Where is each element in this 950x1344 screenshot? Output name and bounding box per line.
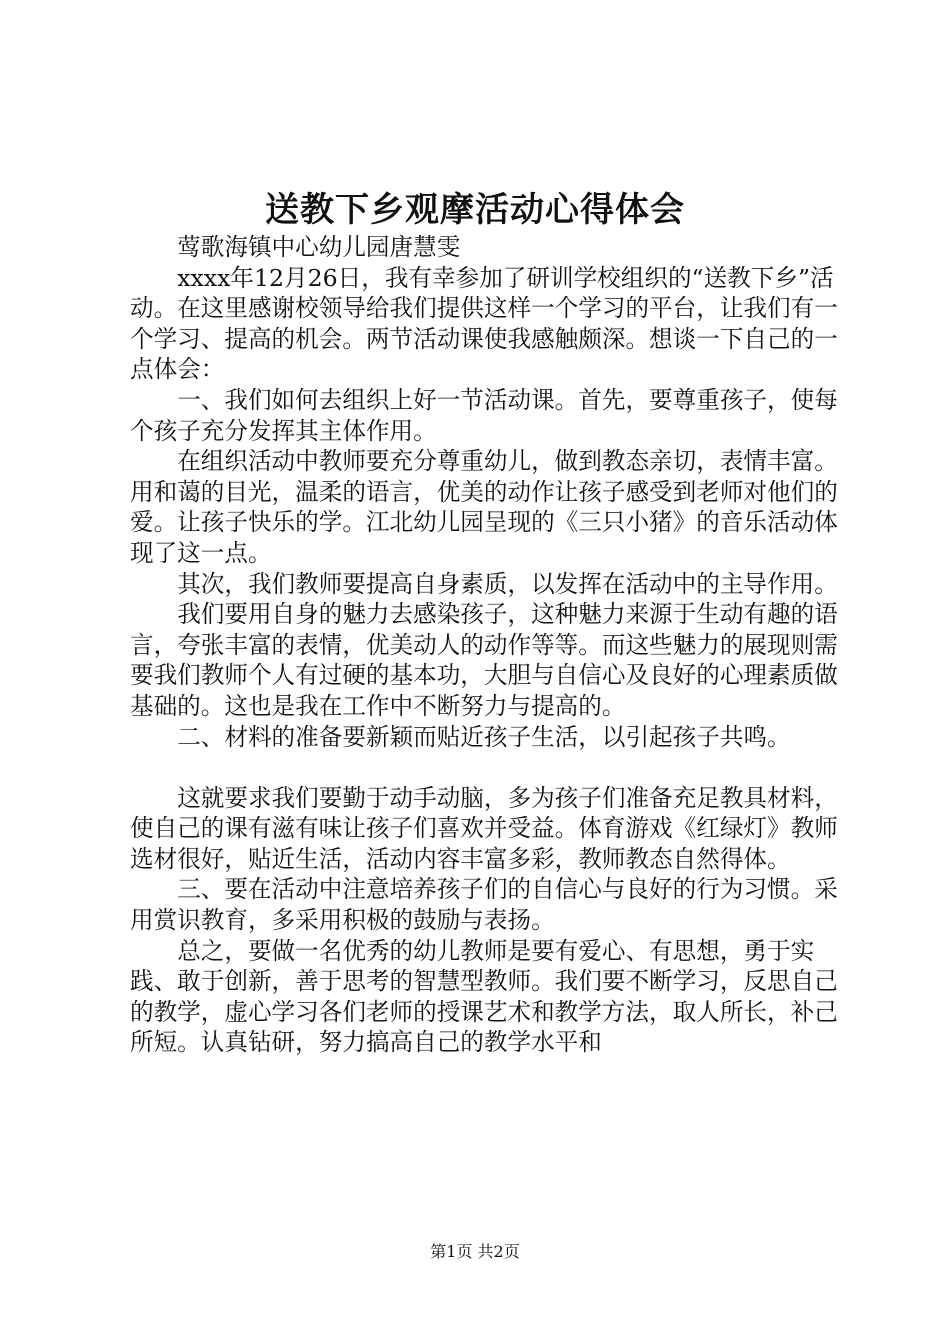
paragraph-intro: xxxx年12月26日，我有幸参加了研训学校组织的“送教下乡”活动。在这里感谢校领导给我们提供这样一个学习的平台，让我们有一个学习、提高的机会。两节活动课使我感触颇深。想谈一下自己的一点体会： [130,263,838,384]
paragraph-materials: 这就要求我们要勤于动手动脑，多为孩子们准备充足教具材料，使自己的课有滋有味让孩子们喜欢并受益。体育游戏《红绿灯》教师选材很好，贴近生活，活动内容丰富多彩，教师教态自然得体。 [130,783,838,873]
paragraph-point-one: 一、我们如何去组织上好一节活动课。首先，要尊重孩子，使每个孩子充分发挥其主体作用。 [130,385,838,445]
paragraph-teacher-quality: 其次，我们教师要提高自身素质，以发挥在活动中的主导作用。 [177,569,838,598]
paragraph-respect-children: 在组织活动中教师要充分尊重幼儿，做到教态亲切，表情丰富。用和蔼的目光，温柔的语言，优美的动作让孩子感受到老师对他们的爱。让孩子快乐的学。江北幼儿园呈现的《三只小猪》的音乐活动体现了这一点。 [130,447,838,567]
author-line: 莺歌海镇中心幼儿园唐慧雯 [177,233,461,261]
page-footer: 第1页 共2页 [430,1242,520,1261]
blank-line [130,752,850,783]
paragraph-point-two: 二、材料的准备要新颖而贴近孩子生活，以引起孩子共鸣。 [177,722,791,751]
paragraph-charm: 我们要用自身的魅力去感染孩子，这种魅力来源于生动有趣的语言，夸张丰富的表情，优美动人的动作等等。而这些魅力的展现则需要我们教师个人有过硬的基本功，大胆与自信心及良好的心理素质做基础的。这也是我在工作中不断努力与提高的。 [130,600,838,720]
document-title: 送教下乡观摩活动心得体会 [265,190,685,230]
document-body [130,232,850,1058]
paragraph-conclusion: 总之，要做一名优秀的幼儿教师是要有爱心、有思想，勇于实践、敢于创新，善于思考的智慧型教师。我们要不断学习，反思自己的教学，虚心学习各们老师的授课艺术和教学方法，取人所长，补己所短。认真钻研，努力搞高自己的教学水平和 [130,936,838,1057]
paragraph-point-three: 三、要在活动中注意培养孩子们的自信心与良好的行为习惯。采用赏识教育，多采用积极的鼓励与表扬。 [130,875,838,935]
